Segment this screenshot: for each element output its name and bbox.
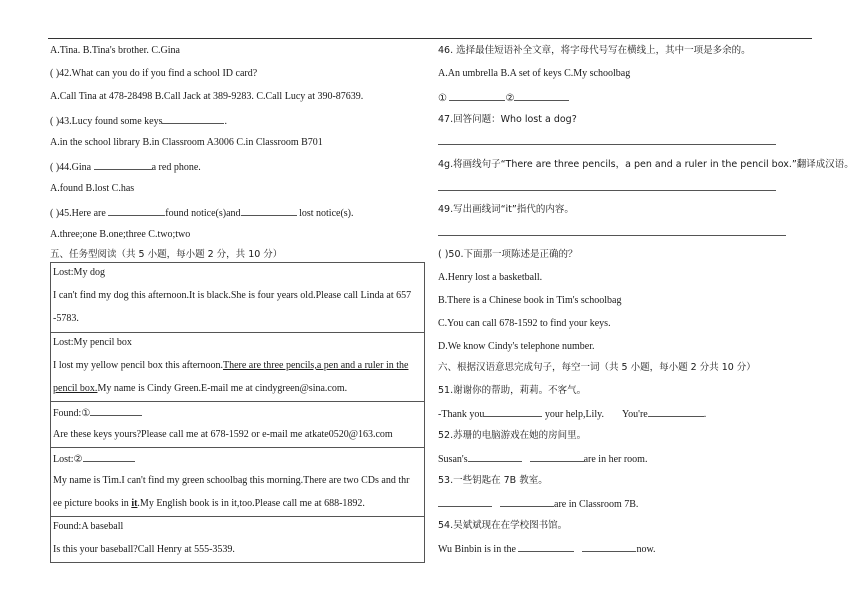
q53-english: are in Classroom 7B.	[438, 496, 638, 512]
q45-options: A.three;one B.one;three C.two;two	[50, 229, 191, 240]
answer-blank[interactable]	[94, 159, 152, 170]
answer-blank[interactable]	[90, 405, 142, 416]
q49-question: 49.写出画线词“it”指代的内容。	[438, 204, 574, 215]
notice-lost-schoolbag: Lost:② My name is Tim.I can't find my green schoolbag this morning.There are two CDs and thr ee picture books in it.My English book is in it,too.Please call me at 688-1892.	[51, 448, 424, 517]
top-divider	[48, 38, 812, 39]
answer-blank[interactable]	[582, 541, 636, 552]
notice-lost-pencil-box: Lost:My pencil box I lost my yellow pencil box this afternoon.There are three pencils,a pen and a ruler in the pencil box.My name is Cindy Green.E-mail me at cindygreen@sina.com.	[51, 333, 424, 402]
q53-chinese: 53.一些钥匙在 7B 教室。	[438, 475, 548, 486]
q46-options: A.An umbrella B.A set of keys C.My schoolbag	[438, 68, 631, 79]
answer-blank[interactable]	[108, 205, 165, 216]
underlined-sentence: There are three pencils,a pen and a ruler in the	[222, 360, 409, 371]
q47-question: 47.回答问题：Who lost a dog?	[438, 114, 577, 125]
q51-chinese: 51.谢谢你的帮助，莉莉。不客气。	[438, 385, 587, 396]
section-five-heading: 五、任务型阅读（共 5 小题，每小题 2 分，共 10 分）	[50, 249, 283, 260]
q42-question: ( )42.What can you do if you find a school ID card?	[50, 68, 258, 79]
answer-blank[interactable]	[438, 496, 492, 507]
q43-options: A.in the school library B.in Classroom A3006 C.in Classroom B701	[50, 137, 323, 148]
q48-answer-line[interactable]	[438, 190, 776, 191]
answer-blank[interactable]	[530, 451, 584, 462]
underlined-word-it: it	[131, 498, 138, 509]
q50-option-c: C.You can call 678-1592 to find your keys.	[438, 318, 611, 329]
answer-blank[interactable]	[648, 406, 704, 417]
notice-table	[50, 262, 425, 563]
notice-found-keys: Found:① Are these keys yours?Please call me at 678-1592 or e-mail me atkate0520@163.com	[51, 402, 424, 448]
answer-blank[interactable]	[449, 90, 505, 101]
section-six-heading: 六、根据汉语意思完成句子，每空一词（共 5 小题，每小题 2 分共 10 分）	[438, 362, 756, 373]
q54-chinese: 54.吴斌斌现在在学校图书馆。	[438, 520, 568, 531]
notice-found-baseball: Found:A baseball Is this your baseball?Call Henry at 555-3539.	[53, 521, 235, 555]
q54-english: Wu Binbin is in the now.	[438, 541, 656, 557]
q44-question: ( )44.Gina a red phone.	[50, 159, 201, 175]
q50-question: ( )50.下面那一项陈述是正确的？	[438, 249, 578, 260]
q44-options: A.found B.lost C.has	[50, 183, 135, 194]
q49-answer-line[interactable]	[438, 235, 786, 236]
q51-english: -Thank you your help,Lily. You're .	[438, 406, 706, 422]
answer-blank[interactable]	[518, 541, 574, 552]
q42-options: A.Call Tina at 478-28498 B.Call Jack at 389-9283. C.Call Lucy at 390-87639.	[50, 91, 364, 102]
q52-english: Susan's are in her room.	[438, 451, 647, 467]
answer-blank[interactable]	[500, 496, 554, 507]
underlined-sentence-end: pencil box.	[53, 383, 98, 394]
answer-blank[interactable]	[514, 90, 569, 101]
answer-blank[interactable]	[468, 451, 522, 462]
q45-question: ( )45.Here are found notice(s)and lost notice(s).	[50, 205, 354, 221]
answer-blank[interactable]	[83, 451, 135, 462]
answer-blank[interactable]	[162, 113, 224, 124]
q52-chinese: 52.苏珊的电脑游戏在她的房间里。	[438, 430, 587, 441]
q47-answer-line[interactable]	[438, 144, 776, 145]
q50-option-a: A.Henry lost a basketball.	[438, 272, 543, 283]
q50-option-b: B.There is a Chinese book in Tim's schoolbag	[438, 295, 622, 306]
answer-blank[interactable]	[484, 406, 542, 417]
notice-lost-dog: Lost:My dog I can't find my dog this afternoon.It is black.She is four years old.Please call Linda at 657 -5783.	[51, 263, 424, 333]
q43-question: ( )43.Lucy found some keys .	[50, 113, 227, 129]
q46-blanks: ① ②	[438, 90, 569, 106]
q41-options: A.Tina. B.Tina's brother. C.Gina	[50, 45, 180, 56]
q46-instruction: 46. 选择最佳短语补全文章，将字母代号写在横线上，其中一项是多余的。	[438, 45, 751, 56]
q50-option-d: D.We know Cindy's telephone number.	[438, 341, 595, 352]
answer-blank[interactable]	[241, 205, 297, 216]
q48-question: 4g.将画线句子“There are three pencils，a pen and a ruler in the pencil box.”翻译成汉语。	[438, 159, 854, 170]
